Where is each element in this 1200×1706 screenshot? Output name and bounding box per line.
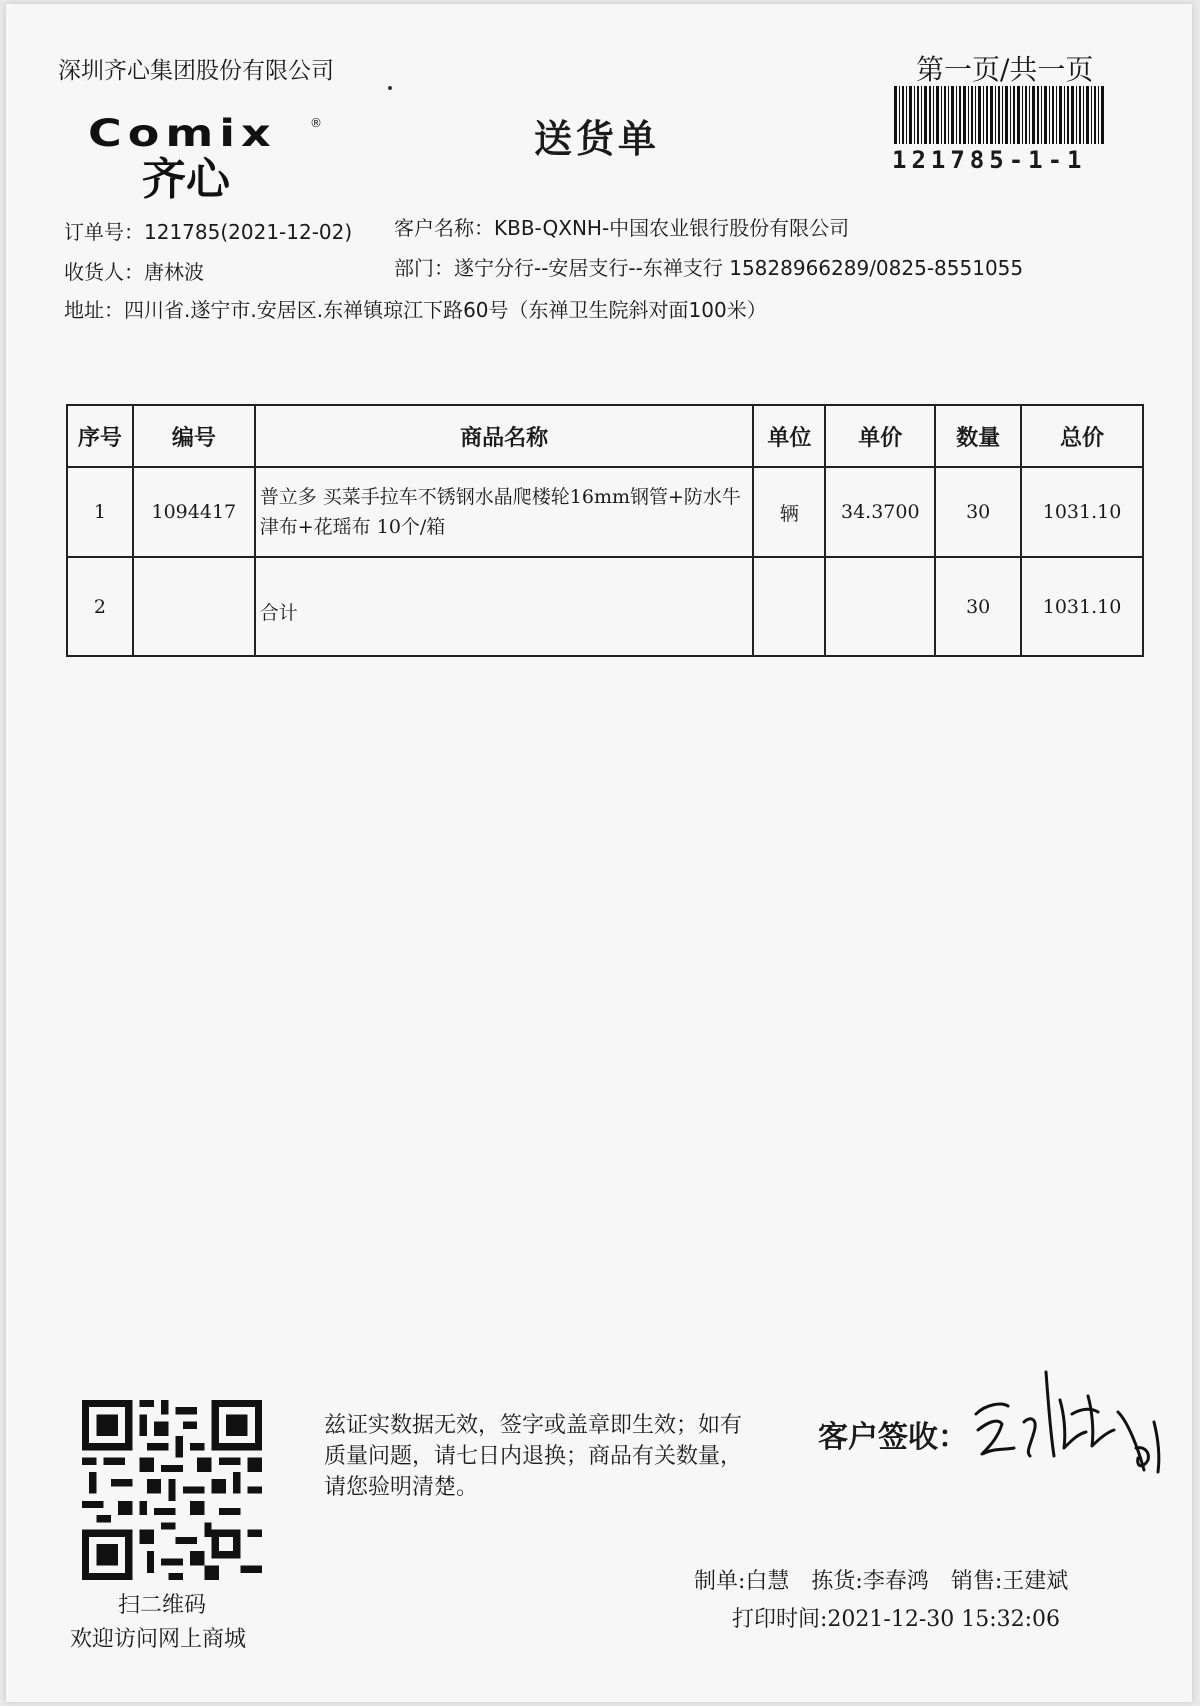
table-row (67, 467, 1143, 557)
order-number: 订单号：121785(2021-12-02) (64, 220, 353, 244)
delivery-note-paper (6, 4, 1192, 1702)
cell-qty: 30 (935, 467, 1021, 557)
customer-name: 客户名称：KBB-QXNH-中国农业银行股份有限公司 (394, 216, 850, 240)
department: 部门：遂宁分行--安居支行--东禅支行 15828966289/0825-8551055 (394, 256, 1024, 280)
col-header-name: 商品名称 (255, 405, 754, 467)
cell-code (133, 557, 255, 656)
staff-line (694, 1564, 1068, 1595)
qr-caption-scan: 扫二维码 (118, 1593, 207, 1618)
customer-sign-label: 客户签收： (818, 1420, 968, 1455)
col-header-unit: 单位 (753, 405, 825, 467)
notice-text: 兹证实数据无效，签字或盖章即生效；如有质量问题，请七日内退换；商品有关数量，请您验明清楚。 (324, 1413, 743, 1500)
cell-name: 合计 (255, 557, 754, 656)
col-header-qty: 数量 (935, 405, 1021, 467)
cell-total: 1031.10 (1021, 467, 1143, 557)
cell-qty: 30 (935, 557, 1021, 656)
speck (388, 86, 392, 90)
qr-code-icon (82, 1400, 262, 1580)
table-header-row (67, 405, 1143, 467)
registered-mark: ® (310, 116, 322, 130)
logo-chinese: 齐心 (142, 154, 230, 205)
picker: 拣货:李春鸿 (811, 1569, 929, 1594)
sales: 销售:王建斌 (950, 1569, 1069, 1594)
cell-price: 34.3700 (825, 467, 935, 557)
table-row-total (67, 557, 1143, 656)
barcode-number: 121785-1-1 (892, 146, 1087, 174)
company-name: 深圳齐心集团股份有限公司 (58, 58, 334, 84)
cell-name: 普立多 买菜手拉车不锈钢水晶爬楼轮16mm钢管+防水牛津布+花瑶布 10个/箱 (255, 467, 754, 557)
cell-seq: 2 (67, 557, 133, 656)
handwritten-signature (968, 1352, 1174, 1502)
receiver: 收货人：唐林波 (64, 260, 204, 284)
maker: 制单:白慧 (694, 1569, 790, 1594)
print-time: 打印时间:2021-12-30 15:32:06 (732, 1607, 1061, 1632)
cell-total: 1031.10 (1021, 557, 1143, 656)
items-table (66, 404, 1144, 657)
document-title: 送货单 (534, 117, 661, 161)
logo-english: Comix (88, 110, 277, 155)
cell-seq: 1 (67, 467, 133, 557)
col-header-code: 编号 (133, 405, 255, 467)
cell-code: 1094417 (133, 467, 255, 557)
address: 地址：四川省.遂宁市.安居区.东禅镇琼江下路60号（东禅卫生院斜对面100米） (64, 298, 767, 322)
col-header-seq: 序号 (67, 405, 133, 467)
col-header-price: 单价 (825, 405, 935, 467)
barcode (894, 86, 1104, 144)
cell-unit (753, 557, 825, 656)
page-indicator: 第一页/共一页 (916, 53, 1094, 86)
cell-price (825, 557, 935, 656)
comix-logo (88, 110, 322, 205)
cell-unit: 辆 (753, 467, 825, 557)
col-header-total: 总价 (1021, 405, 1143, 467)
qr-caption-welcome: 欢迎访问网上商城 (70, 1627, 247, 1652)
